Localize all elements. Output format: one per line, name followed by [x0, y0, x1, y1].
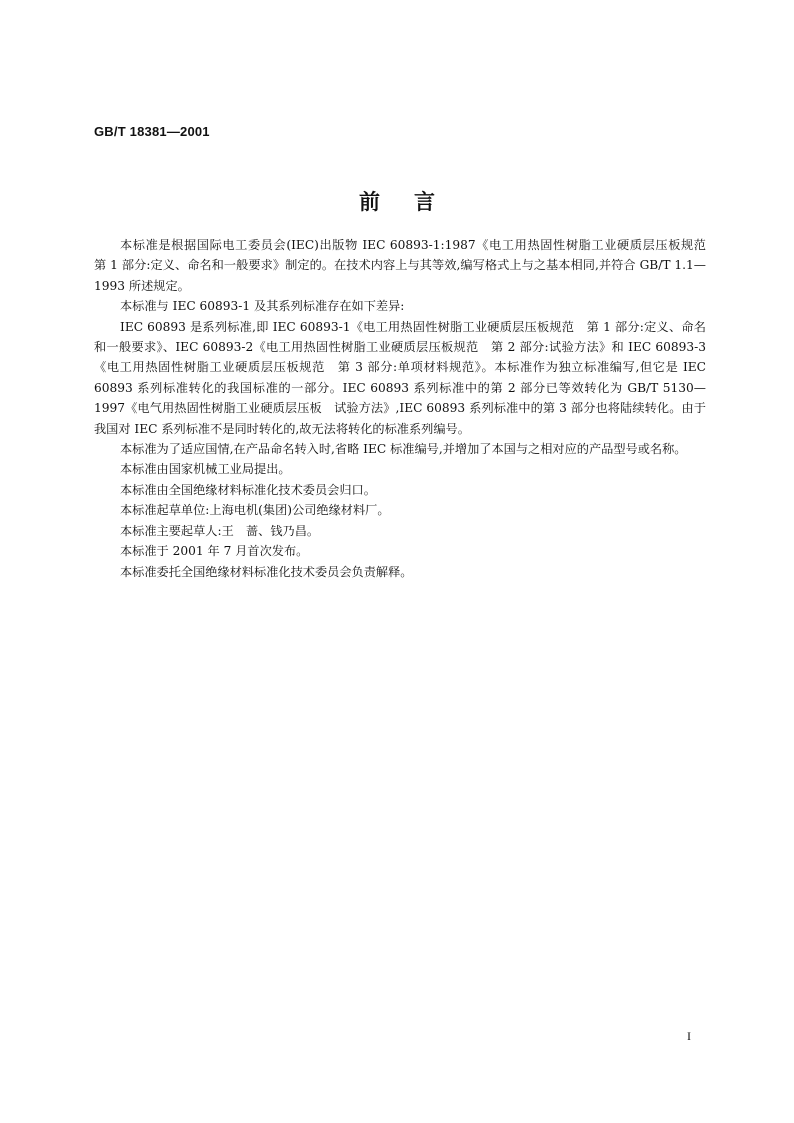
page-number: I: [687, 1029, 691, 1043]
paragraph-national-adaptation: 本标准为了适应国情,在产品命名转入时,省略 IEC 标准编号,并增加了本国与之相对应的产品型号或名称。: [120, 442, 687, 457]
paragraph-administration: 本标准由全国绝缘材料标准化技术委员会归口。: [120, 482, 376, 497]
paragraph-basis: 本标准是根据国际电工委员会(IEC)出版物 IEC 60893-1:1987《电工用热固性树脂工业硬质层压板规范 第 1 部分:定义、命名和一般要求》制定的。在技术内容上与其等效,编写格式上与之基本相同,并符合 GB/T 1.1—1993 所述规定。: [94, 238, 719, 293]
paragraph-interpretation: 本标准委托全国绝缘材料标准化技术委员会负责解释。: [120, 564, 413, 579]
paragraph-drafters: 本标准主要起草人:王 蔷、钱乃昌。: [120, 523, 320, 538]
foreword-body: [94, 235, 719, 582]
paragraph-proposer: 本标准由国家机械工业局提出。: [120, 462, 291, 477]
paragraph-drafting-unit: 本标准起草单位:上海电机(集团)公司绝缘材料厂。: [120, 503, 390, 518]
paragraph-release: 本标准于 2001 年 7 月首次发布。: [120, 544, 309, 559]
page-title: 前言: [359, 190, 469, 214]
paragraph-series-standard: IEC 60893 是系列标准,即 IEC 60893-1《电工用热固性树脂工业硬质层压板规范 第 1 部分:定义、命名和一般要求》、IEC 60893-2《电工用热固性树脂工业硬质层压板规范 第 2 部分:试验方法》和 IEC 60893-3《电工用热固性树脂工业硬质层压板规范 第 3 部分:单项材料规范》。本标准作为独立标准编写,但它是 IEC 60893 系列标准转化的我国标准的一部分。IEC 60893 系列标准中的第 2 部分已等效转化为 GB/T 5130—1997《电气用热固性树脂工业硬质层压板 试验方法》,IEC 60893 系列标准中的第 3 部分也将陆续转化。由于我国对 IEC 系列标准不是同时转化的,故无法将转化的标准系列编号。: [94, 319, 706, 436]
paragraph-differences-intro: 本标准与 IEC 60893-1 及其系列标准存在如下差异:: [120, 299, 405, 314]
standard-code: GB/T 18381—2001: [94, 124, 210, 139]
